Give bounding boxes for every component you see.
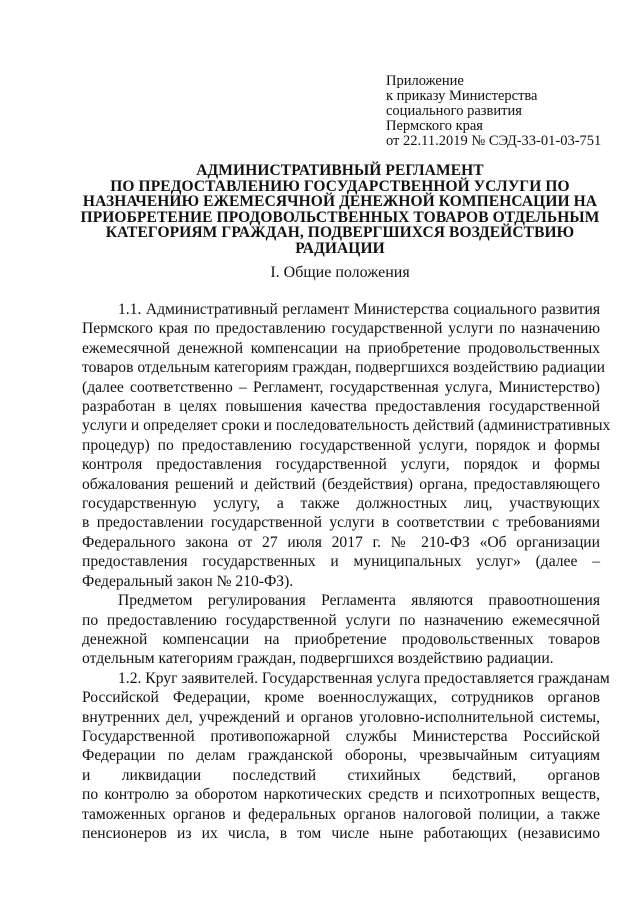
text-line: Государственной противопожарной службы Министерства Российской — [82, 727, 600, 745]
title-line: КАТЕГОРИЯМ ГРАЖДАН, ПОДВЕРГШИХСЯ ВОЗДЕЙСТВИЮ — [105, 224, 575, 241]
title-line: РАДИАЦИИ — [295, 239, 385, 257]
text-line: по предоставлению государственной услуги по назначению ежемесячной — [82, 611, 600, 629]
title-line: ПО ПРЕДОСТАВЛЕНИЮ ГОСУДАРСТВЕННОЙ УСЛУГИ ПО — [110, 177, 570, 195]
text-line: внутренних дел, учреждений и органов уголовно-исполнительной системы, — [82, 708, 600, 726]
paragraph-subject — [82, 591, 600, 669]
text-line: Предметом регулирования Регламента являются правоотношения — [118, 592, 600, 610]
text-line: пенсионеров из их числа, в том числе ныне работающих (независимо — [82, 824, 600, 842]
document-body — [82, 300, 611, 843]
text-line: товаров отдельным категориям граждан, подвергшихся воздействию радиации — [82, 359, 606, 377]
text-line: государственную услугу, а также должностных лиц, участвующих — [82, 495, 600, 513]
paragraph-1-2 — [82, 669, 610, 844]
text-line: (далее соответственно – Регламент, государственная услуга, Министерство) — [82, 378, 600, 396]
text-line: Пермского края по предоставлению государственной услуги по назначению — [82, 320, 600, 338]
text-line: разработан в целях повышения качества предоставления государственной — [82, 398, 600, 416]
text-line: 1.2. Круг заявителей. Государственная услуга предоставляется гражданам — [118, 669, 610, 687]
appendix-line: к приказу Министерства — [386, 88, 538, 104]
document-title — [70, 163, 610, 256]
text-line: Федерального закона от 27 июля 2017 г. № 210-ФЗ «Об организации — [82, 533, 600, 551]
title-line: НАЗНАЧЕНИЮ ЕЖЕМЕСЯЧНОЙ ДЕНЕЖНОЙ КОМПЕНСАЦИИ НА — [82, 193, 598, 210]
section-heading: I. Общие положения — [270, 264, 410, 281]
text-line: процедур) по предоставлению государственной услуги, порядок и формы — [82, 436, 600, 454]
text-line: таможенных органов и федеральных органов налоговой полиции, а также — [82, 805, 600, 823]
text-line: Российской Федерации, кроме военнослужащих, сотрудников органов — [82, 689, 600, 707]
text-line: отдельным категориям граждан, подвергшихся воздействию радиации. — [82, 650, 554, 668]
appendix-order-number: от 22.11.2019 № СЭД-33-01-03-751 — [386, 133, 602, 149]
text-line: в предоставлении государственной услуги в соответствии с требованиями — [82, 514, 600, 532]
text-line: денежной компенсации на приобретение продовольственных товаров — [82, 630, 600, 648]
text-line: предоставления государственных и муниципальных услуг» (далее – — [82, 553, 600, 571]
text-line: обжалования решений и действий (бездействия) органа, предоставляющего — [82, 475, 600, 493]
text-line: 1.1. Административный регламент Министерства социального развития — [118, 301, 600, 318]
text-line: Федеральный закон № 210-ФЗ). — [82, 572, 294, 590]
text-line: ежемесячной денежной компенсации на приобретение продовольственных — [82, 339, 600, 357]
text-line: и ликвидации последствий стихийных бедствий, органов — [82, 766, 600, 784]
appendix-line: Приложение — [386, 73, 464, 89]
appendix-note — [386, 74, 636, 149]
appendix-line: социального развития — [386, 103, 522, 119]
text-line: по контролю за оборотом наркотических средств и психотропных веществ, — [82, 786, 600, 804]
text-line: Федерации по делам гражданской обороны, чрезвычайным ситуациям — [82, 747, 600, 765]
text-line: контроля предоставления государственной услуги, порядок и формы — [82, 456, 600, 474]
title-line: ПРИОБРЕТЕНИЕ ПРОДОВОЛЬСТВЕННЫХ ТОВАРОВ ОТДЕЛЬНЫМ — [80, 208, 600, 226]
text-line: услуги и определяет сроки и последовательность действий (административных — [82, 417, 611, 435]
title-line: АДМИНИСТРАТИВНЫЙ РЕГЛАМЕНТ — [196, 162, 484, 179]
paragraph-1-1 — [82, 300, 611, 591]
appendix-line: Пермского края — [386, 118, 483, 134]
